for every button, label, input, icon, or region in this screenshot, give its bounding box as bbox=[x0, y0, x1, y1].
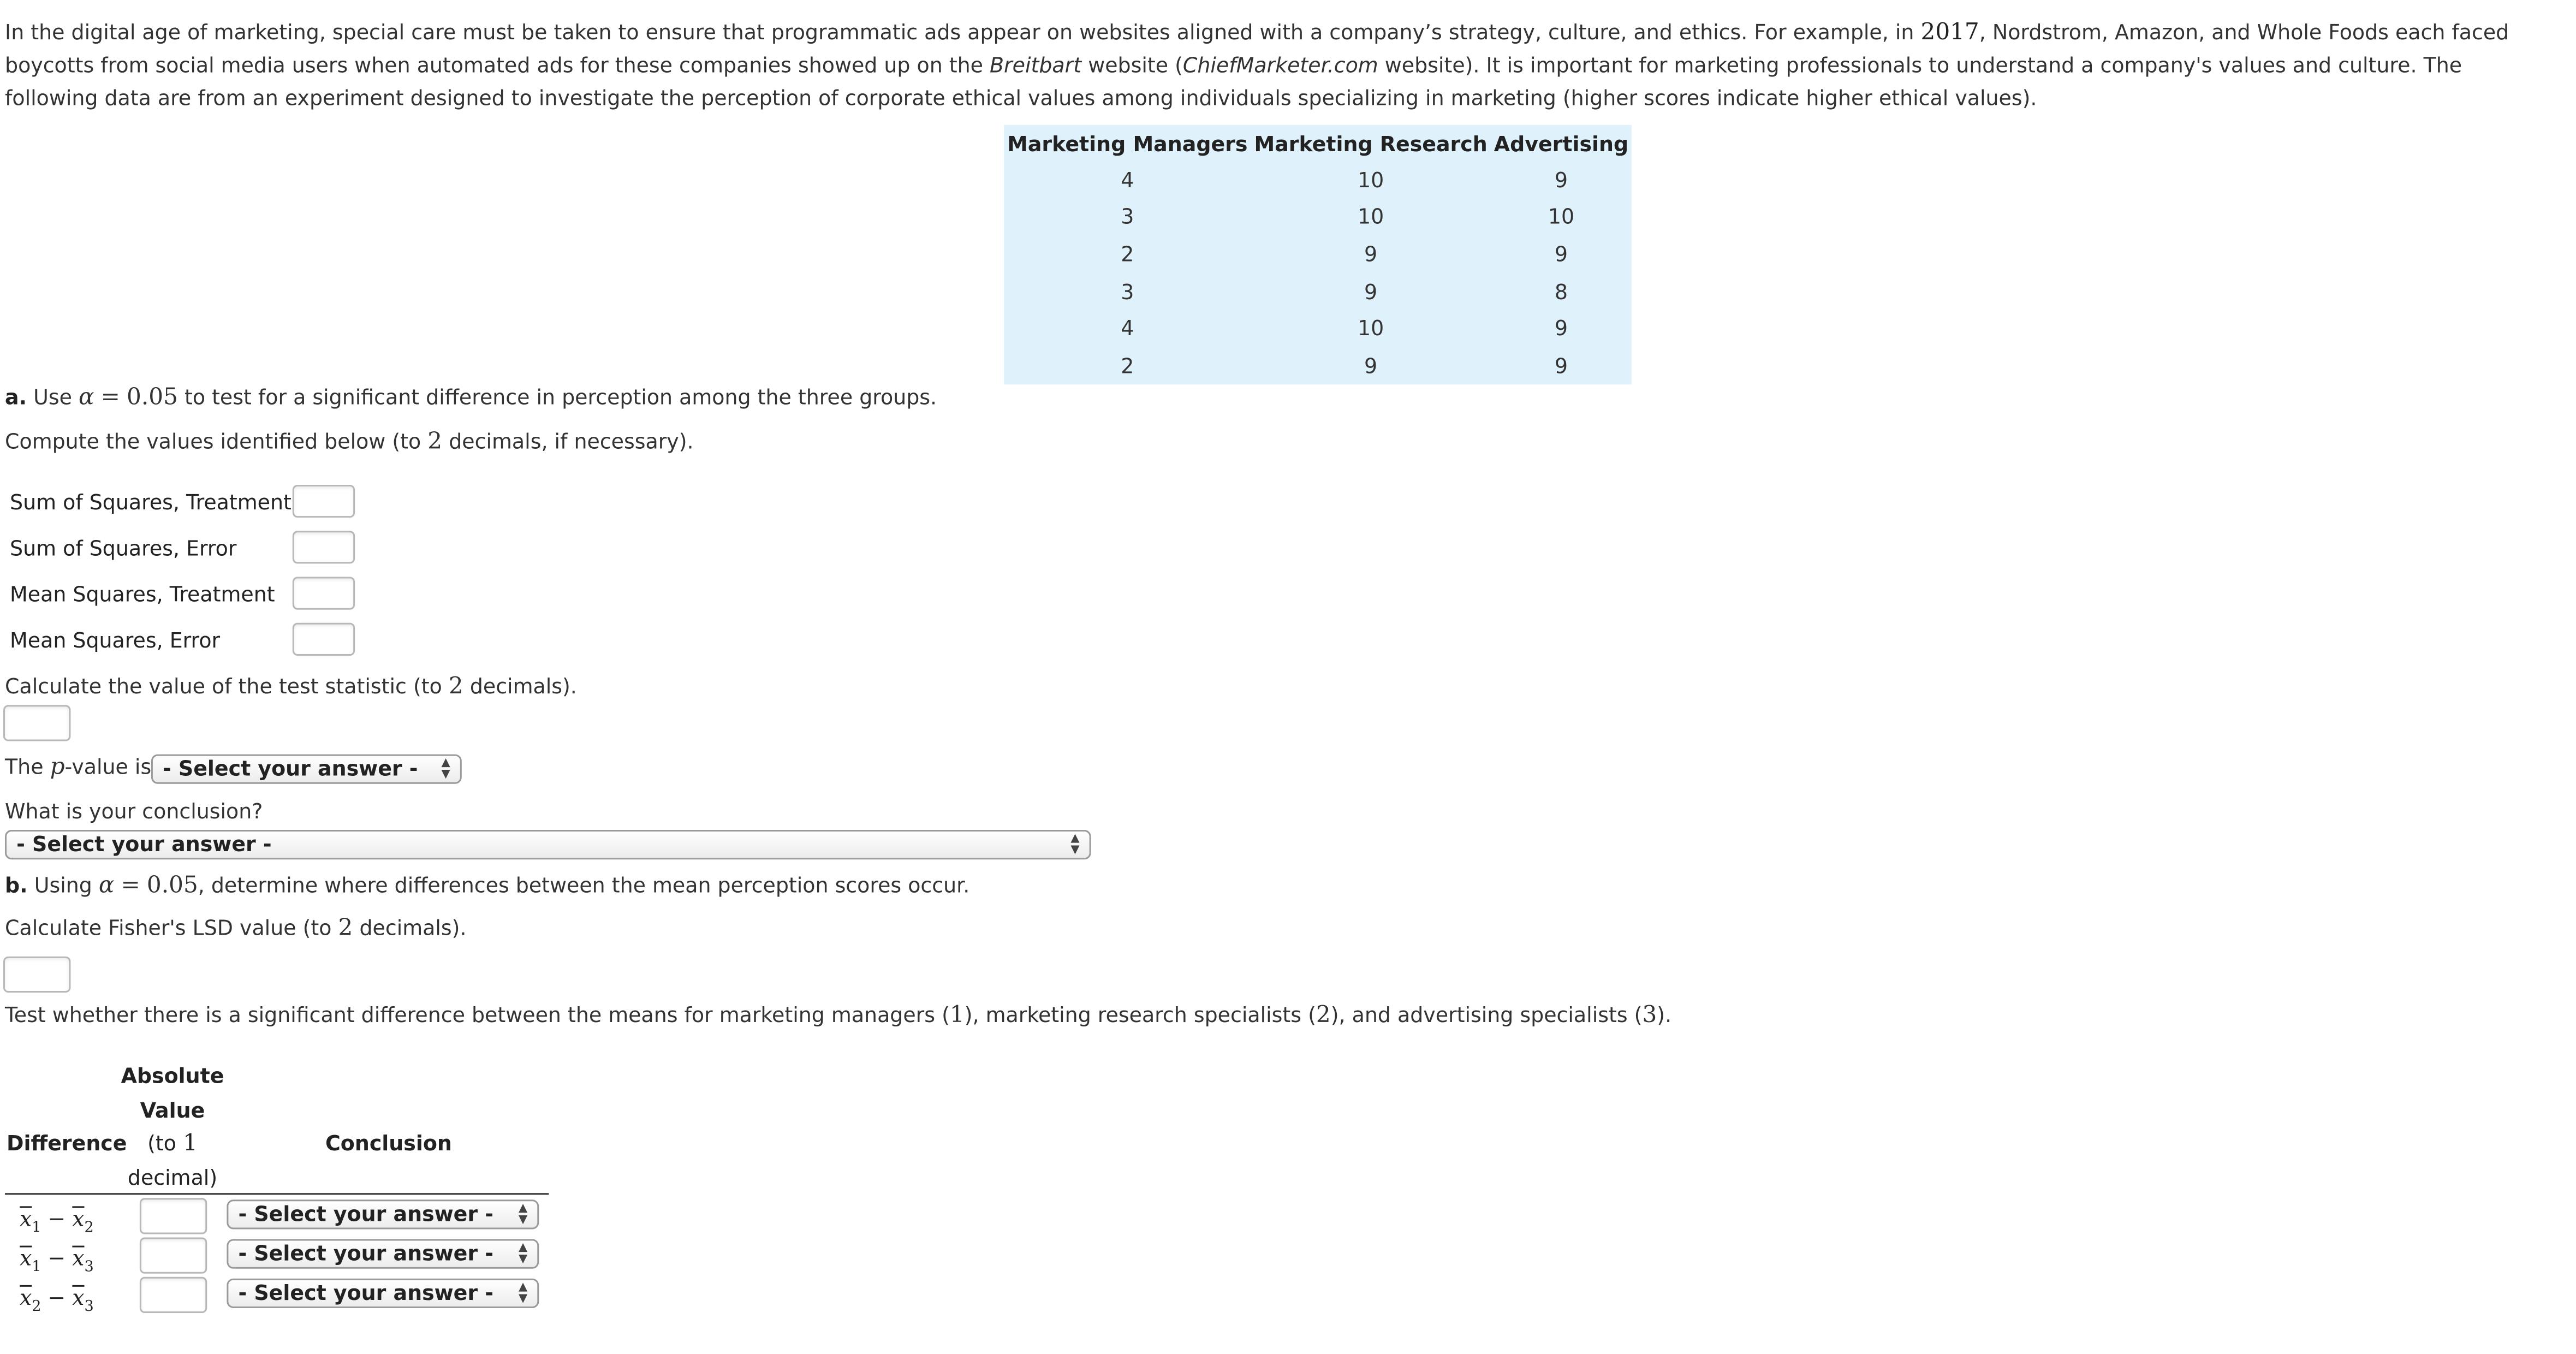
conclusion-1-3-select[interactable] bbox=[227, 1239, 539, 1269]
test-statistic-input[interactable] bbox=[3, 705, 70, 741]
table-cell: 3 bbox=[1121, 278, 1134, 304]
table-cell: 10 bbox=[1548, 204, 1575, 229]
pairwise-text-3: ), and advertising specialists ( bbox=[1330, 1002, 1643, 1028]
table-row bbox=[1004, 198, 1632, 235]
equals-sign: = bbox=[121, 872, 140, 899]
table-row bbox=[1004, 347, 1632, 384]
ss-error-input[interactable] bbox=[293, 531, 355, 563]
equals-sign: = bbox=[100, 384, 120, 411]
part-b-using: Using bbox=[34, 872, 92, 898]
data-table bbox=[1004, 125, 1632, 384]
col-difference-header: Difference bbox=[7, 1130, 127, 1156]
header-marketing-research: Marketing Research bbox=[1254, 130, 1488, 156]
ss-treatment-input[interactable] bbox=[293, 485, 355, 518]
intro-paragraph bbox=[5, 16, 2543, 115]
pairwise-text-1: Test whether there is a significant difference between the means for marketing managers ( bbox=[5, 1002, 950, 1028]
table-cell: 10 bbox=[1357, 204, 1384, 229]
conclusion-1-3-value: - Select your answer - bbox=[238, 1240, 494, 1266]
intro-text-3: website ( bbox=[1081, 52, 1183, 78]
conclusion-select[interactable] bbox=[5, 830, 1091, 859]
table-cell: 4 bbox=[1121, 167, 1134, 192]
part-a-use: Use bbox=[33, 384, 72, 409]
pvalue-select-value: - Select your answer - bbox=[162, 756, 418, 781]
alpha-symbol: α bbox=[79, 384, 94, 411]
intro-year: 2017 bbox=[1920, 20, 1979, 46]
table-cell: 3 bbox=[1121, 204, 1134, 229]
table-row bbox=[1004, 161, 1632, 198]
pvalue-prompt bbox=[5, 755, 151, 781]
table-divider bbox=[5, 1193, 549, 1195]
col-absolute-value-header bbox=[115, 1060, 230, 1195]
lsd-instruction bbox=[5, 916, 467, 942]
select-arrows-icon: ▲ ▼ bbox=[518, 1280, 528, 1305]
abs-header-line-2: Value bbox=[140, 1097, 205, 1122]
conclusion-select-value: - Select your answer - bbox=[16, 832, 272, 857]
compute-decimals: 2 bbox=[427, 429, 443, 455]
ss-error-label: Sum of Squares, Error bbox=[10, 536, 237, 561]
table-cell: 8 bbox=[1554, 278, 1568, 304]
diff-label-2-3: $\overline{x}_2 - \overline{x}_3$ bbox=[20, 1286, 94, 1316]
table-cell: 9 bbox=[1554, 353, 1568, 378]
ms-error-label: Mean Squares, Error bbox=[10, 627, 221, 652]
table-cell: 10 bbox=[1357, 316, 1384, 341]
abs-header-line-3: (to 1 bbox=[147, 1130, 198, 1157]
group-2-number: 2 bbox=[1316, 1002, 1331, 1029]
select-arrows-icon: ▲ ▼ bbox=[441, 756, 450, 781]
ms-error-input[interactable] bbox=[293, 623, 355, 656]
select-arrows-icon: ▲ ▼ bbox=[1070, 832, 1080, 857]
compute-text-post: decimals, if necessary). bbox=[449, 429, 694, 454]
header-advertising: Advertising bbox=[1494, 130, 1629, 156]
table-cell: 10 bbox=[1357, 167, 1384, 192]
test-statistic-instruction bbox=[5, 674, 577, 700]
lsd-text-pre: Calculate Fisher's LSD value (to bbox=[5, 915, 332, 940]
abs-diff-1-2-input[interactable] bbox=[140, 1198, 207, 1234]
table-cell: 9 bbox=[1364, 353, 1378, 378]
conclusion-question: What is your conclusion? bbox=[5, 798, 263, 824]
part-a-label: a. bbox=[5, 384, 27, 409]
intro-breitbart: Breitbart bbox=[990, 52, 1082, 78]
header-marketing-managers: Marketing Managers bbox=[1007, 130, 1248, 156]
select-arrows-icon: ▲ ▼ bbox=[518, 1240, 528, 1266]
test-stat-text-pre: Calculate the value of the test statistic (to bbox=[5, 674, 442, 699]
intro-text-2: , Nordstrom, Amazon, and Whole Foods each faced boycotts from social media users when automated ads for these companies showed up on the bbox=[5, 20, 2509, 78]
abs-diff-1-3-input[interactable] bbox=[140, 1238, 207, 1274]
test-stat-decimals: 2 bbox=[448, 674, 463, 700]
table-row bbox=[1004, 310, 1632, 347]
pvalue-text-post: -value is bbox=[64, 754, 152, 779]
table-row bbox=[1004, 235, 1632, 272]
part-b-label: b. bbox=[5, 872, 28, 898]
pairwise-text-4: ). bbox=[1657, 1002, 1672, 1028]
select-arrows-icon: ▲ ▼ bbox=[518, 1201, 528, 1226]
ms-treatment-input[interactable] bbox=[293, 577, 355, 610]
intro-chiefmarketer: ChiefMarketer.com bbox=[1182, 52, 1378, 78]
table-cell: 2 bbox=[1121, 353, 1134, 378]
lsd-text-post: decimals). bbox=[359, 915, 467, 940]
table-row bbox=[1004, 272, 1632, 310]
test-stat-text-post: decimals). bbox=[469, 674, 577, 699]
abs-header-line-1: Absolute bbox=[121, 1063, 224, 1088]
abs-header-line-4: decimal) bbox=[127, 1164, 218, 1189]
lsd-input[interactable] bbox=[3, 957, 70, 993]
table-cell: 9 bbox=[1554, 167, 1568, 192]
compute-instruction bbox=[5, 429, 694, 455]
table-header-row bbox=[1004, 125, 1632, 161]
compute-text-pre: Compute the values identified below (to bbox=[5, 429, 421, 454]
pvalue-select[interactable] bbox=[151, 755, 462, 784]
part-a-prompt bbox=[5, 384, 937, 411]
intro-text-1: In the digital age of marketing, special care must be taken to ensure that programmatic ads appear on websites aligned with a company’s strategy, culture, and ethics. For example, in bbox=[5, 20, 1921, 45]
diff-label-1-2: $\overline{x}_1 - \overline{x}_2$ bbox=[20, 1208, 94, 1237]
conclusion-2-3-select[interactable] bbox=[227, 1279, 539, 1308]
alpha-value: 0.05 bbox=[146, 872, 198, 899]
diff-label-1-3: $\overline{x}_1 - \overline{x}_3$ bbox=[20, 1247, 94, 1276]
pairwise-text-2: ), marketing research specialists ( bbox=[964, 1002, 1316, 1028]
ss-treatment-label: Sum of Squares, Treatment bbox=[10, 489, 291, 515]
alpha-value: 0.05 bbox=[127, 384, 178, 411]
pairwise-test-instruction bbox=[5, 1002, 1671, 1029]
p-symbol: p bbox=[50, 754, 65, 781]
group-3-number: 3 bbox=[1642, 1002, 1657, 1029]
pvalue-text-pre: The bbox=[5, 754, 44, 779]
alpha-symbol: α bbox=[98, 872, 115, 899]
table-cell: 9 bbox=[1554, 241, 1568, 266]
table-cell: 9 bbox=[1364, 241, 1378, 266]
part-b-prompt bbox=[5, 872, 969, 899]
table-cell: 9 bbox=[1554, 316, 1568, 341]
part-a-text: to test for a significant difference in perception among the three groups. bbox=[184, 384, 937, 409]
conclusion-1-2-value: - Select your answer - bbox=[238, 1201, 494, 1226]
lsd-decimals: 2 bbox=[338, 915, 353, 942]
conclusion-2-3-value: - Select your answer - bbox=[238, 1280, 494, 1305]
part-b-text: , determine where differences between the mean perception scores occur. bbox=[198, 872, 970, 898]
table-cell: 9 bbox=[1364, 278, 1378, 304]
conclusion-1-2-select[interactable] bbox=[227, 1199, 539, 1229]
intro-text-4: website). It is important for marketing professionals to understand a company's values and culture. The following data are from an experiment designed to investigate the perception of corporate ethical values among individuals specializing in marketing (higher scores indicate higher ethical values). bbox=[5, 52, 2462, 110]
col-conclusion-header: Conclusion bbox=[325, 1130, 452, 1156]
ms-treatment-label: Mean Squares, Treatment bbox=[10, 581, 275, 607]
table-cell: 4 bbox=[1121, 316, 1134, 341]
group-1-number: 1 bbox=[949, 1002, 965, 1029]
table-cell: 2 bbox=[1121, 241, 1134, 266]
abs-diff-2-3-input[interactable] bbox=[140, 1277, 207, 1313]
